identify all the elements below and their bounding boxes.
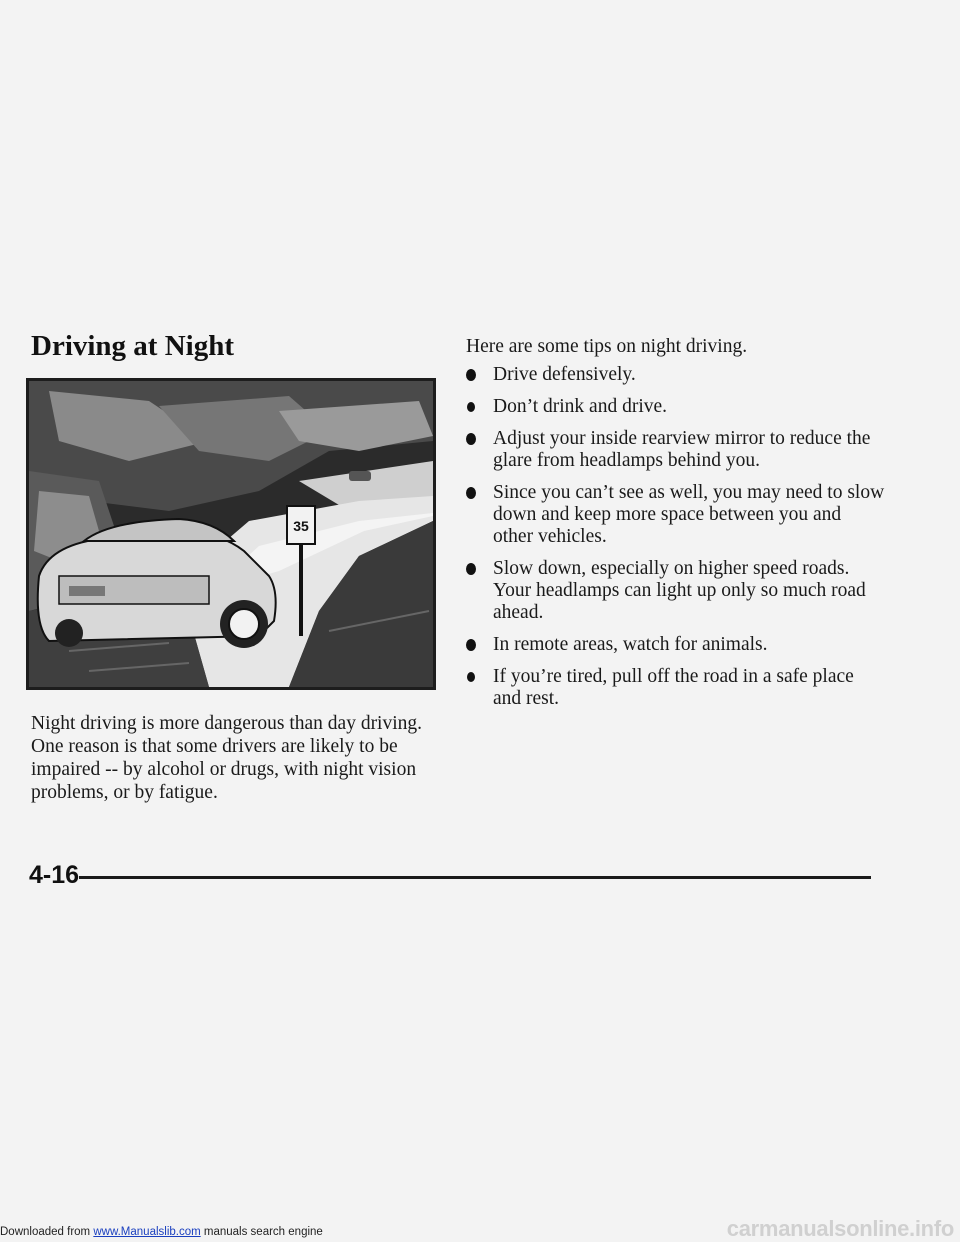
page-footer [29, 861, 871, 891]
bullet-icon [466, 639, 476, 651]
night-driving-illustration [26, 378, 436, 690]
list-item: In remote areas, watch for animals. [466, 634, 886, 656]
bullet-icon [466, 433, 476, 445]
list-item: Drive defensively. [466, 364, 886, 386]
speed-sign-text: 35 [293, 518, 309, 534]
bullet-icon [466, 369, 476, 381]
tips-intro: Here are some tips on night driving. [466, 336, 748, 357]
night-driving-tips [466, 364, 886, 720]
site-watermark: carmanualsonline.info [726, 1216, 954, 1241]
bullet-icon [467, 672, 475, 682]
manualslib-link[interactable]: www.Manualslib.com [93, 1226, 201, 1238]
intro-caption: Night driving is more dangerous than day driving. One reason is that some drivers are likely to be impaired -- by alcohol or drugs, with night vision problems, or by fatigue. [31, 713, 423, 803]
list-item: Slow down, especially on higher speed roads. Your headlamps can light up only so much road ahead. [466, 558, 886, 624]
download-credit: Downloaded from www.Manualslib.com manuals search engine [0, 1226, 323, 1238]
page-number: 4-16 [29, 861, 80, 889]
bullet-icon [466, 487, 476, 499]
bullet-icon [466, 563, 476, 575]
footer-divider [79, 876, 871, 879]
list-item: Adjust your inside rearview mirror to reduce the glare from headlamps behind you. [466, 428, 886, 472]
page-title: Driving at Night [31, 330, 234, 362]
night-road-scene-icon [29, 381, 433, 687]
list-item: If you’re tired, pull off the road in a safe place and rest. [466, 666, 886, 710]
list-item: Since you can’t see as well, you may need to slow down and keep more space between you and other vehicles. [466, 482, 886, 548]
bullet-icon [467, 402, 475, 412]
list-item: Don’t drink and drive. [466, 396, 886, 418]
